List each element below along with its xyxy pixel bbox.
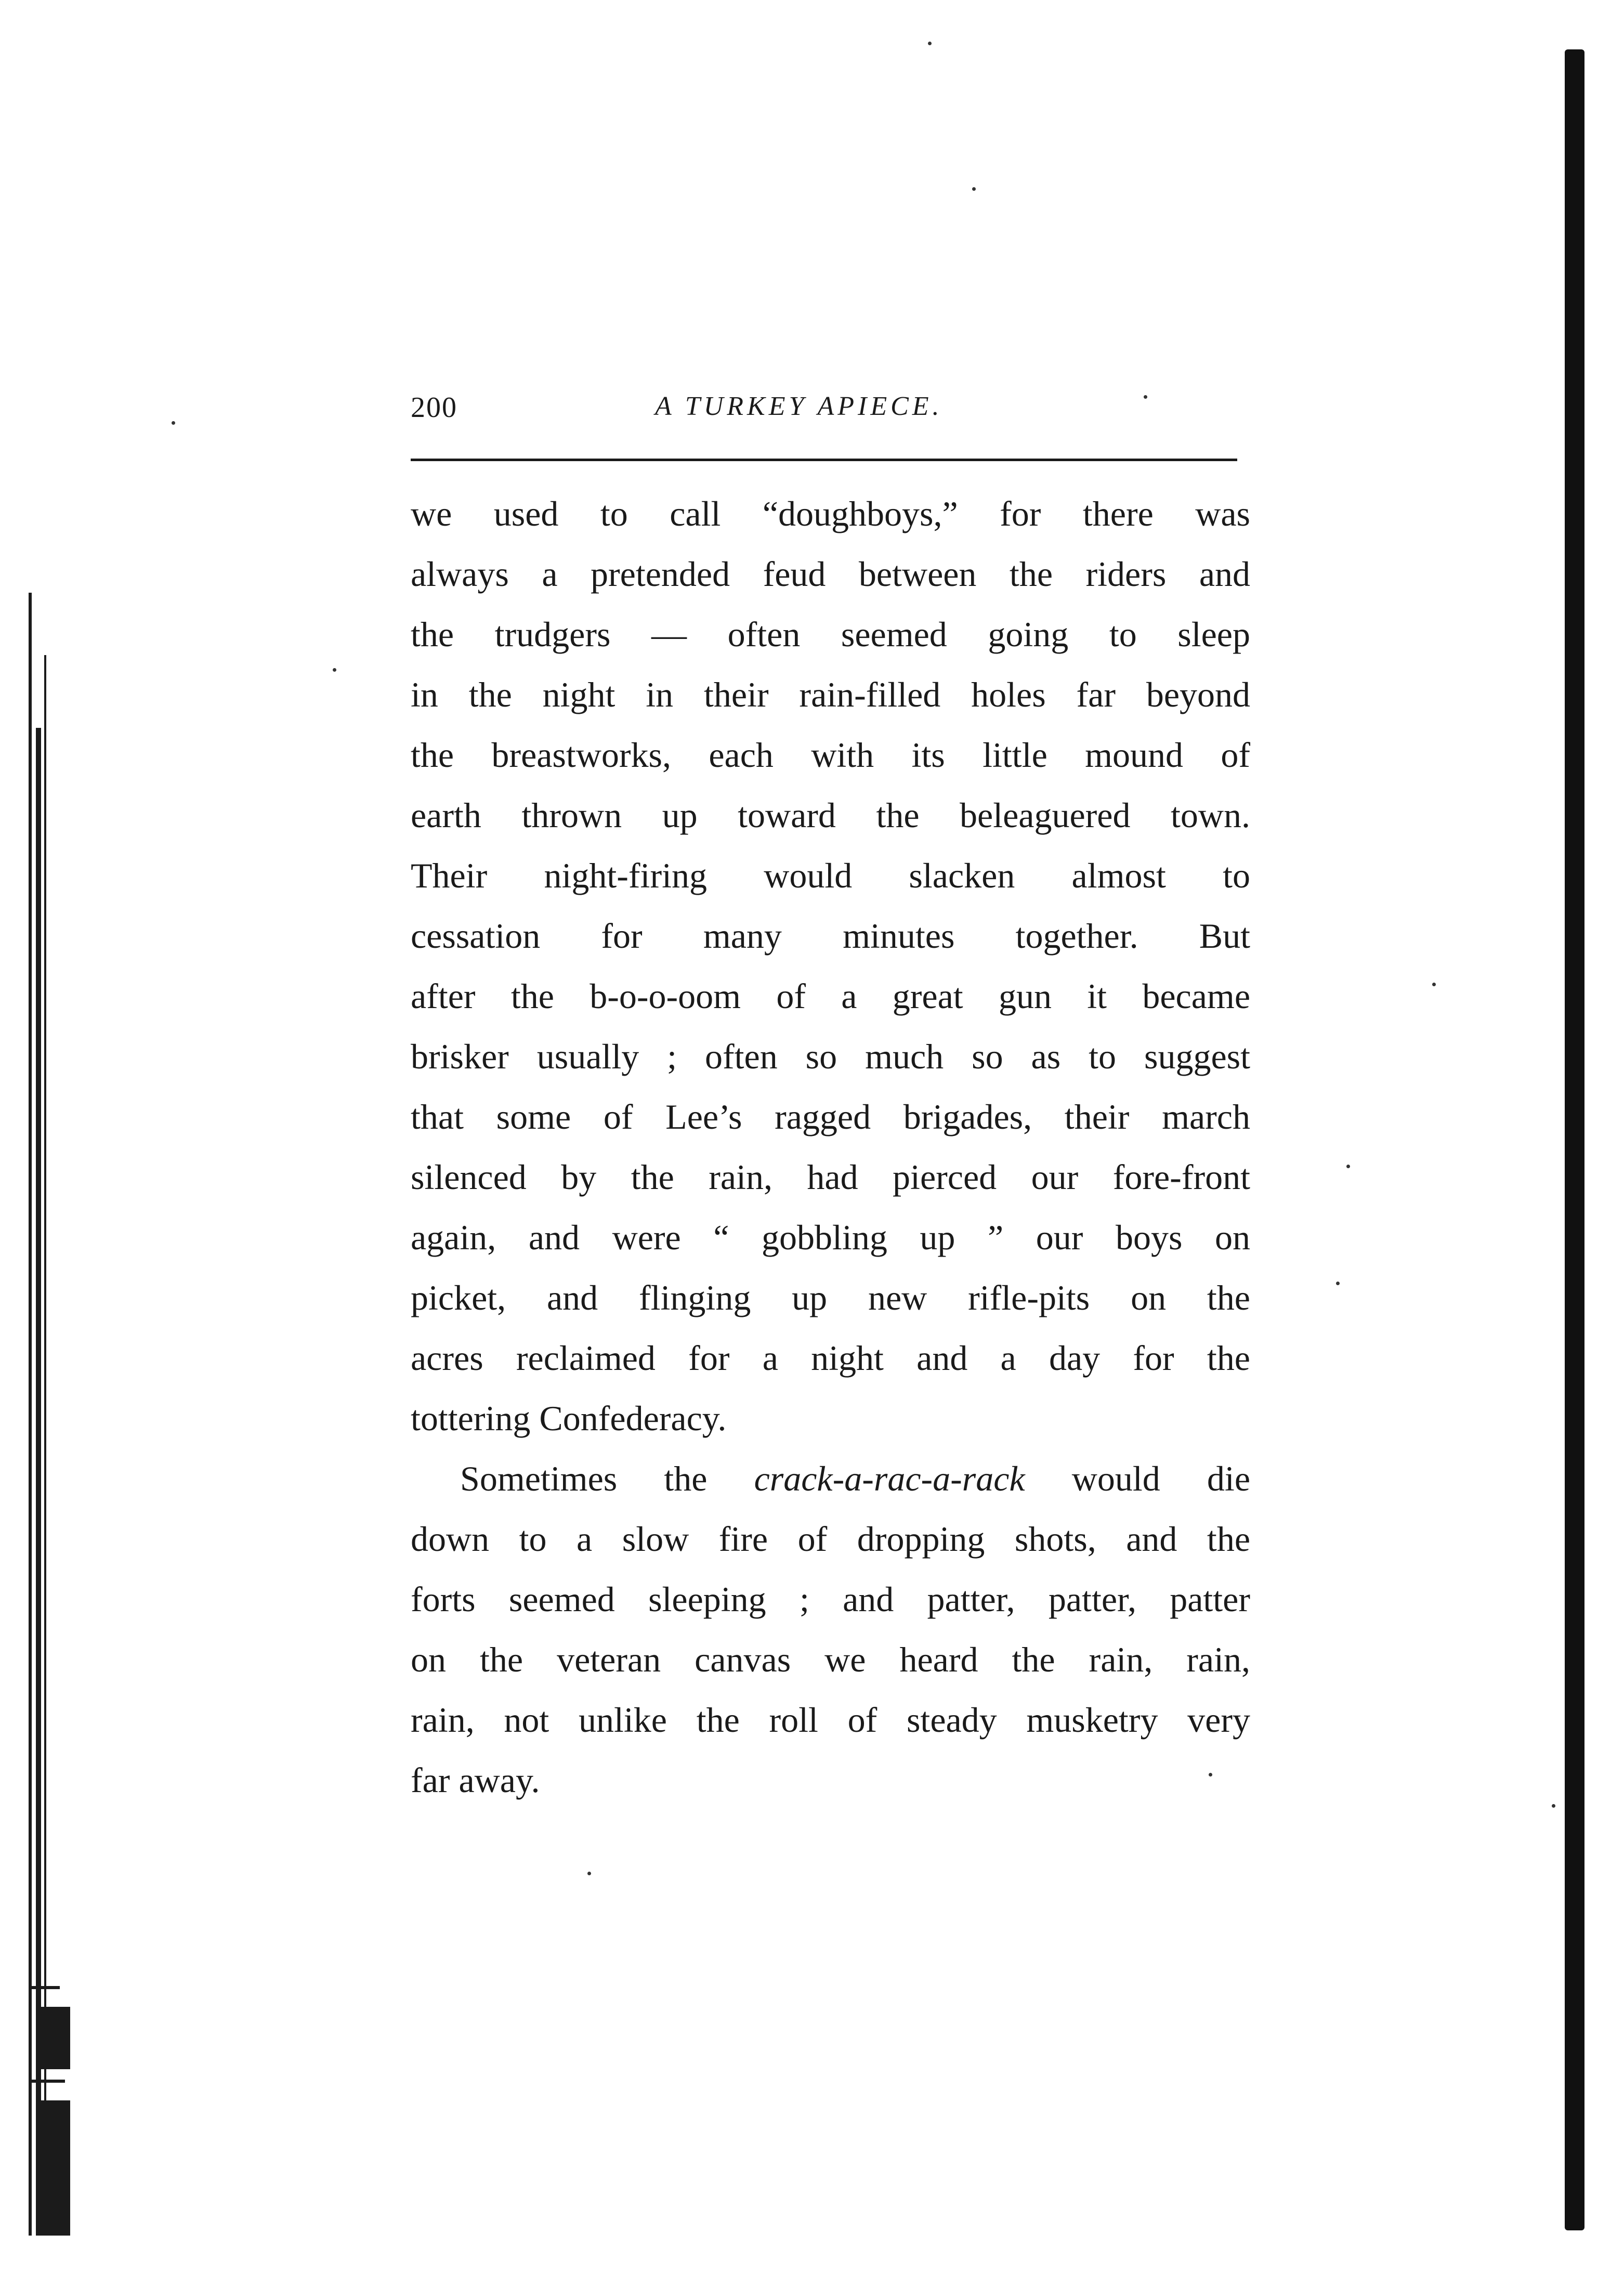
text-line: Their night-firing would slacken almost to [411, 856, 1250, 895]
scan-speck [928, 42, 932, 45]
running-title: A TURKEY APIECE. [655, 391, 943, 421]
text-line: far away. [411, 1760, 540, 1800]
text-line: acres reclaimed for a night and a day for the [411, 1338, 1250, 1378]
text-line: again, and were “ gobbling up ” our boys on [411, 1218, 1250, 1257]
scan-speck [1336, 1282, 1340, 1285]
text-line: forts seemed sleeping ; and patter, patter, patter [411, 1579, 1250, 1619]
text-line: tottering Confederacy. [411, 1399, 727, 1438]
paragraph-2 [411, 1448, 1250, 1810]
text-line: the trudgers — often seemed going to sleep [411, 615, 1250, 654]
text-line: down to a slow fire of dropping shots, and the [411, 1519, 1250, 1559]
scan-edge-bar [1565, 49, 1584, 2230]
scan-speck [1346, 1165, 1350, 1168]
scan-speck [1552, 1804, 1555, 1808]
body-text [411, 484, 1250, 1810]
text-segment: Sometimes the [460, 1459, 754, 1498]
running-head [411, 391, 1237, 433]
scan-speck [1432, 983, 1436, 986]
scan-speck [1144, 395, 1147, 399]
text-line: cessation for many minutes together. But [411, 916, 1250, 956]
text-line: the breastworks, each with its little mound of [411, 735, 1250, 775]
italic-phrase: crack-a-rac-a-rack [754, 1459, 1025, 1498]
text-line: we used to call “doughboys,” for there was [411, 494, 1250, 533]
scan-speck [1209, 1773, 1212, 1776]
scan-speck [333, 668, 336, 672]
page-number: 200 [411, 391, 457, 424]
scan-speck [587, 1872, 591, 1875]
paragraph-1 [411, 484, 1250, 1448]
text-line: brisker usually ; often so much so as to suggest [411, 1037, 1250, 1076]
text-line: picket, and flinging up new rifle-pits on the [411, 1278, 1250, 1317]
text-line: earth thrown up toward the beleaguered town. [411, 795, 1250, 835]
text-line: that some of Lee’s ragged brigades, their march [411, 1097, 1250, 1137]
text-line: in the night in their rain-filled holes far beyond [411, 675, 1250, 714]
text-segment: would die [1025, 1459, 1250, 1498]
text-line: silenced by the rain, had pierced our fore-front [411, 1157, 1250, 1197]
text-line: after the b-o-o-oom of a great gun it became [411, 976, 1250, 1016]
text-line [411, 1448, 1250, 1509]
scan-binding-strip [29, 593, 96, 2236]
text-line: on the veteran canvas we heard the rain, rain, [411, 1640, 1250, 1679]
text-line: always a pretended feud between the riders and [411, 554, 1250, 594]
scan-speck [172, 421, 175, 425]
text-line: rain, not unlike the roll of steady musketry very [411, 1700, 1250, 1740]
header-rule [411, 459, 1237, 461]
scan-speck [972, 187, 976, 191]
